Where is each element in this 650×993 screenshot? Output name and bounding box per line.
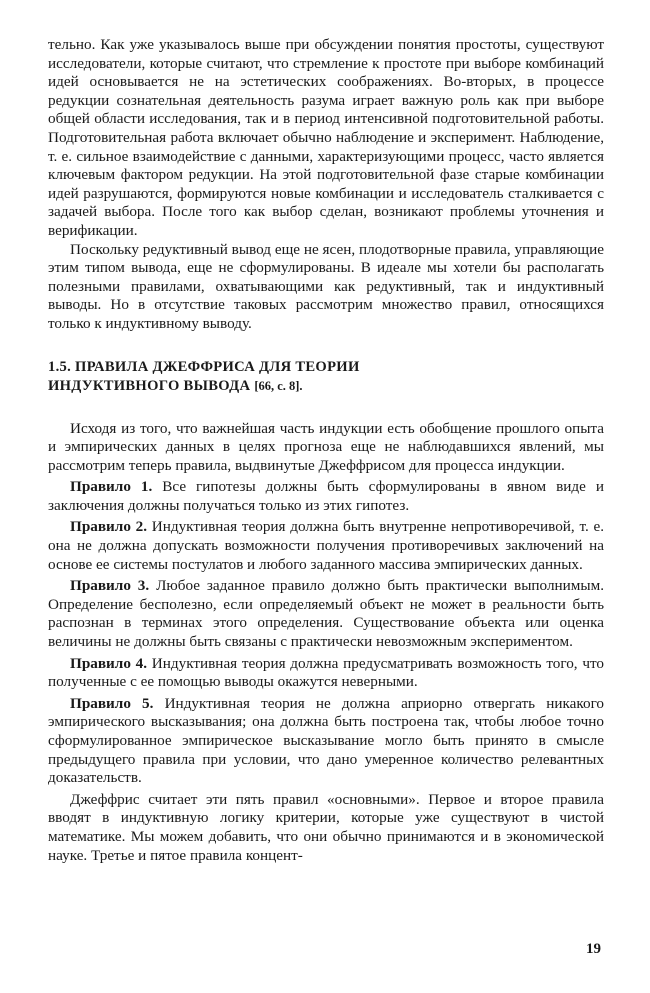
- rule-5: [48, 695, 604, 788]
- rule-4-text: Индуктивная теория должна предусматривать возможность того, что полученные с ее помощью выводы окажутся неверными.: [48, 654, 605, 691]
- section-citation: [66, с. 8].: [254, 378, 303, 393]
- paragraph-intro: тельно. Как уже указывалось выше при обсуждении понятия простоты, существуют исследователи, которые считают, что стремление к простоте при выборе комбинаций идей основывается не на эстетических соображениях. Во-вторых, в процессе редукции сознательная деятельность разума играет важную роль как при выборе общей области исследования, так и в период интенсивной подготовительной работы. Подготовительная работа включает обычно наблюдение и эксперимент. Наблюдение, т. е. сильное взаимодействие с данными, характеризующими процесс, часто является ключевым фактором редукции. На этой подготовительной фазе старые комбинации идей разрушаются, формируются новые комбинации и исследователь сталкивается с задачей выбора. После того как выбор сделан, возникают проблемы уточнения и верификации.: [48, 36, 604, 239]
- rule-2-label: Правило 2.: [70, 518, 148, 536]
- page-body: [48, 36, 604, 865]
- rule-1-text: Все гипотезы должны быть сформулированы в явном виде и заключения должны получаться только из этих гипотез.: [48, 478, 605, 514]
- rule-2: [48, 518, 604, 574]
- page-number: 19: [586, 941, 601, 957]
- paragraph-induction: Исходя из того, что важнейшая часть индукции есть обобщение прошлого опыта и эмпирических данных в целях прогноза еще не наблюдавшихся явлений, мы рассмотрим теперь правила, выдвинутые Джеффрисом для процесса индукции.: [48, 419, 604, 474]
- rule-1: [48, 478, 604, 515]
- rule-4: [48, 655, 604, 692]
- rule-3-text: Любое заданное правило должно быть практически выполнимым. Определение бесполезно, если определяемый объект не может в реальности быть распознан в терминах этого определения. Существование объекта или оценка величины не должны быть связаны с практически невозможным экспериментом.: [48, 577, 604, 651]
- section-title-line1: 1.5. ПРАВИЛА ДЖЕФФРИСА ДЛЯ ТЕОРИИ: [48, 358, 360, 375]
- section-title-line2: ИНДУКТИВНОГО ВЫВОДА: [48, 377, 251, 394]
- rule-3-label: Правило 3.: [70, 577, 150, 595]
- paragraph-reductive: Поскольку редуктивный вывод еще не ясен, плодотворные правила, управляющие этим типом вывода, еще не сформулированы. В идеале мы хотели бы располагать полезными правилами, охватывающими как редуктивный, так и индуктивный выводы. Но в отсутствие таковых рассмотрим множество правил, относящихся только к индуктивному выводу.: [48, 240, 604, 332]
- rule-1-label: Правило 1.: [70, 478, 153, 496]
- rule-5-label: Правило 5.: [70, 694, 154, 712]
- rule-5-text: Индуктивная теория не должна априорно отвергать никакого эмпирического высказывания; она должна быть построена так, чтобы любое точно сформулированное эмпирическое высказывание могло быть принято в смысле предыдущего правила при условии, что дано умеренное количество релевантных доказательств.: [48, 694, 605, 787]
- section-heading: [48, 358, 604, 396]
- rule-2-text: Индуктивная теория должна быть внутренне непротиворечивой, т. е. она не должна допускать возможности получения противоречивых заключений на основе ее системы постулатов и любого заданного массива эмпирических данных.: [48, 518, 604, 573]
- paragraph-final: Джеффрис считает эти пять правил «основными». Первое и второе правила вводят в индуктивную логику критерии, которые уже существуют в чистой математике. Мы можем добавить, что они обычно принимаются и в экономической науке. Третье и пятое правила концент-: [48, 790, 604, 864]
- rule-3: [48, 577, 604, 651]
- rule-4-label: Правило 4.: [70, 654, 148, 672]
